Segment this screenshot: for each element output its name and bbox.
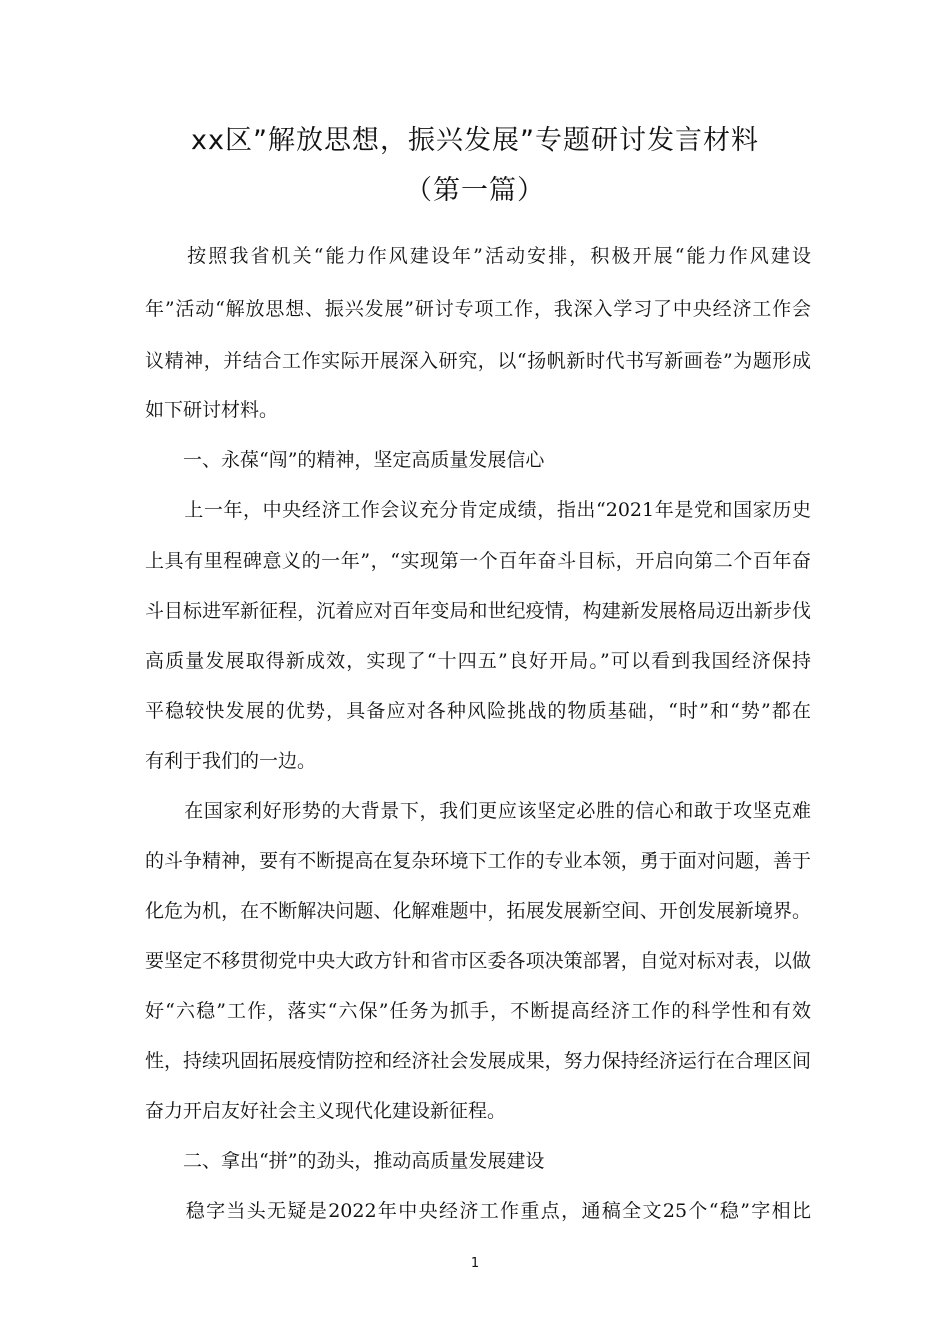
- body-line: 性，持续巩固拓展疫情防控和经济社会发展成果，努力保持经济运行在合理区间: [145, 1050, 811, 1072]
- body-line: 在国家利好形势的大背景下，我们更应该坚定必胜的信心和敢于攻坚克难: [145, 800, 811, 822]
- section-heading: 一、永葆“闯”的精神，坚定高质量发展信心: [145, 449, 545, 471]
- body-line: 议精神，并结合工作实际开展深入研究，以“扬帆新时代书写新画卷”为题形成: [145, 350, 811, 372]
- page-number: 1: [470, 1256, 480, 1271]
- body-line: 好“六稳”工作，落实“六保”任务为抓手，不断提高经济工作的科学性和有效: [145, 1000, 811, 1022]
- body-line: 如下研讨材料。: [145, 399, 279, 421]
- body-line: 奋力开启友好社会主义现代化建设新征程。: [145, 1100, 507, 1122]
- section-heading: 二、拿出“拼”的劲头，推动高质量发展建设: [145, 1150, 545, 1172]
- body-line: 上一年，中央经济工作会议充分肯定成绩，指出“2021年是党和国家历史: [145, 499, 811, 521]
- body-line: 上具有里程碑意义的一年”，“实现第一个百年奋斗目标，开启向第二个百年奋: [145, 550, 811, 572]
- body-line: 化危为机，在不断解决问题、化解难题中，拓展发展新空间、开创发展新境界。: [145, 900, 811, 922]
- document-title: xx区”解放思想，振兴发展”专题研讨发言材料: [191, 125, 759, 156]
- document-subtitle: （第一篇）: [405, 175, 545, 206]
- body-line: 高质量发展取得新成效，实现了“十四五”良好开局。”可以看到我国经济保持: [145, 650, 811, 672]
- body-line: 稳字当头无疑是2022年中央经济工作重点，通稿全文25个“稳”字相比: [145, 1200, 811, 1222]
- body-line: 有利于我们的一边。: [145, 750, 317, 772]
- body-line: 要坚定不移贯彻党中央大政方针和省市区委各项决策部署，自觉对标对表，以做: [145, 950, 811, 972]
- body-line: 按照我省机关“能力作风建设年”活动安排，积极开展“能力作风建设: [145, 245, 811, 267]
- body-line: 的斗争精神，要有不断提高在复杂环境下工作的专业本领，勇于面对问题，善于: [145, 850, 811, 872]
- body-line: 平稳较快发展的优势，具备应对各种风险挑战的物质基础，“时”和“势”都在: [145, 700, 811, 722]
- body-line: 斗目标进军新征程，沉着应对百年变局和世纪疫情，构建新发展格局迈出新步伐: [145, 600, 811, 622]
- body-line: 年”活动“解放思想、振兴发展”研讨专项工作，我深入学习了中央经济工作会: [145, 298, 811, 320]
